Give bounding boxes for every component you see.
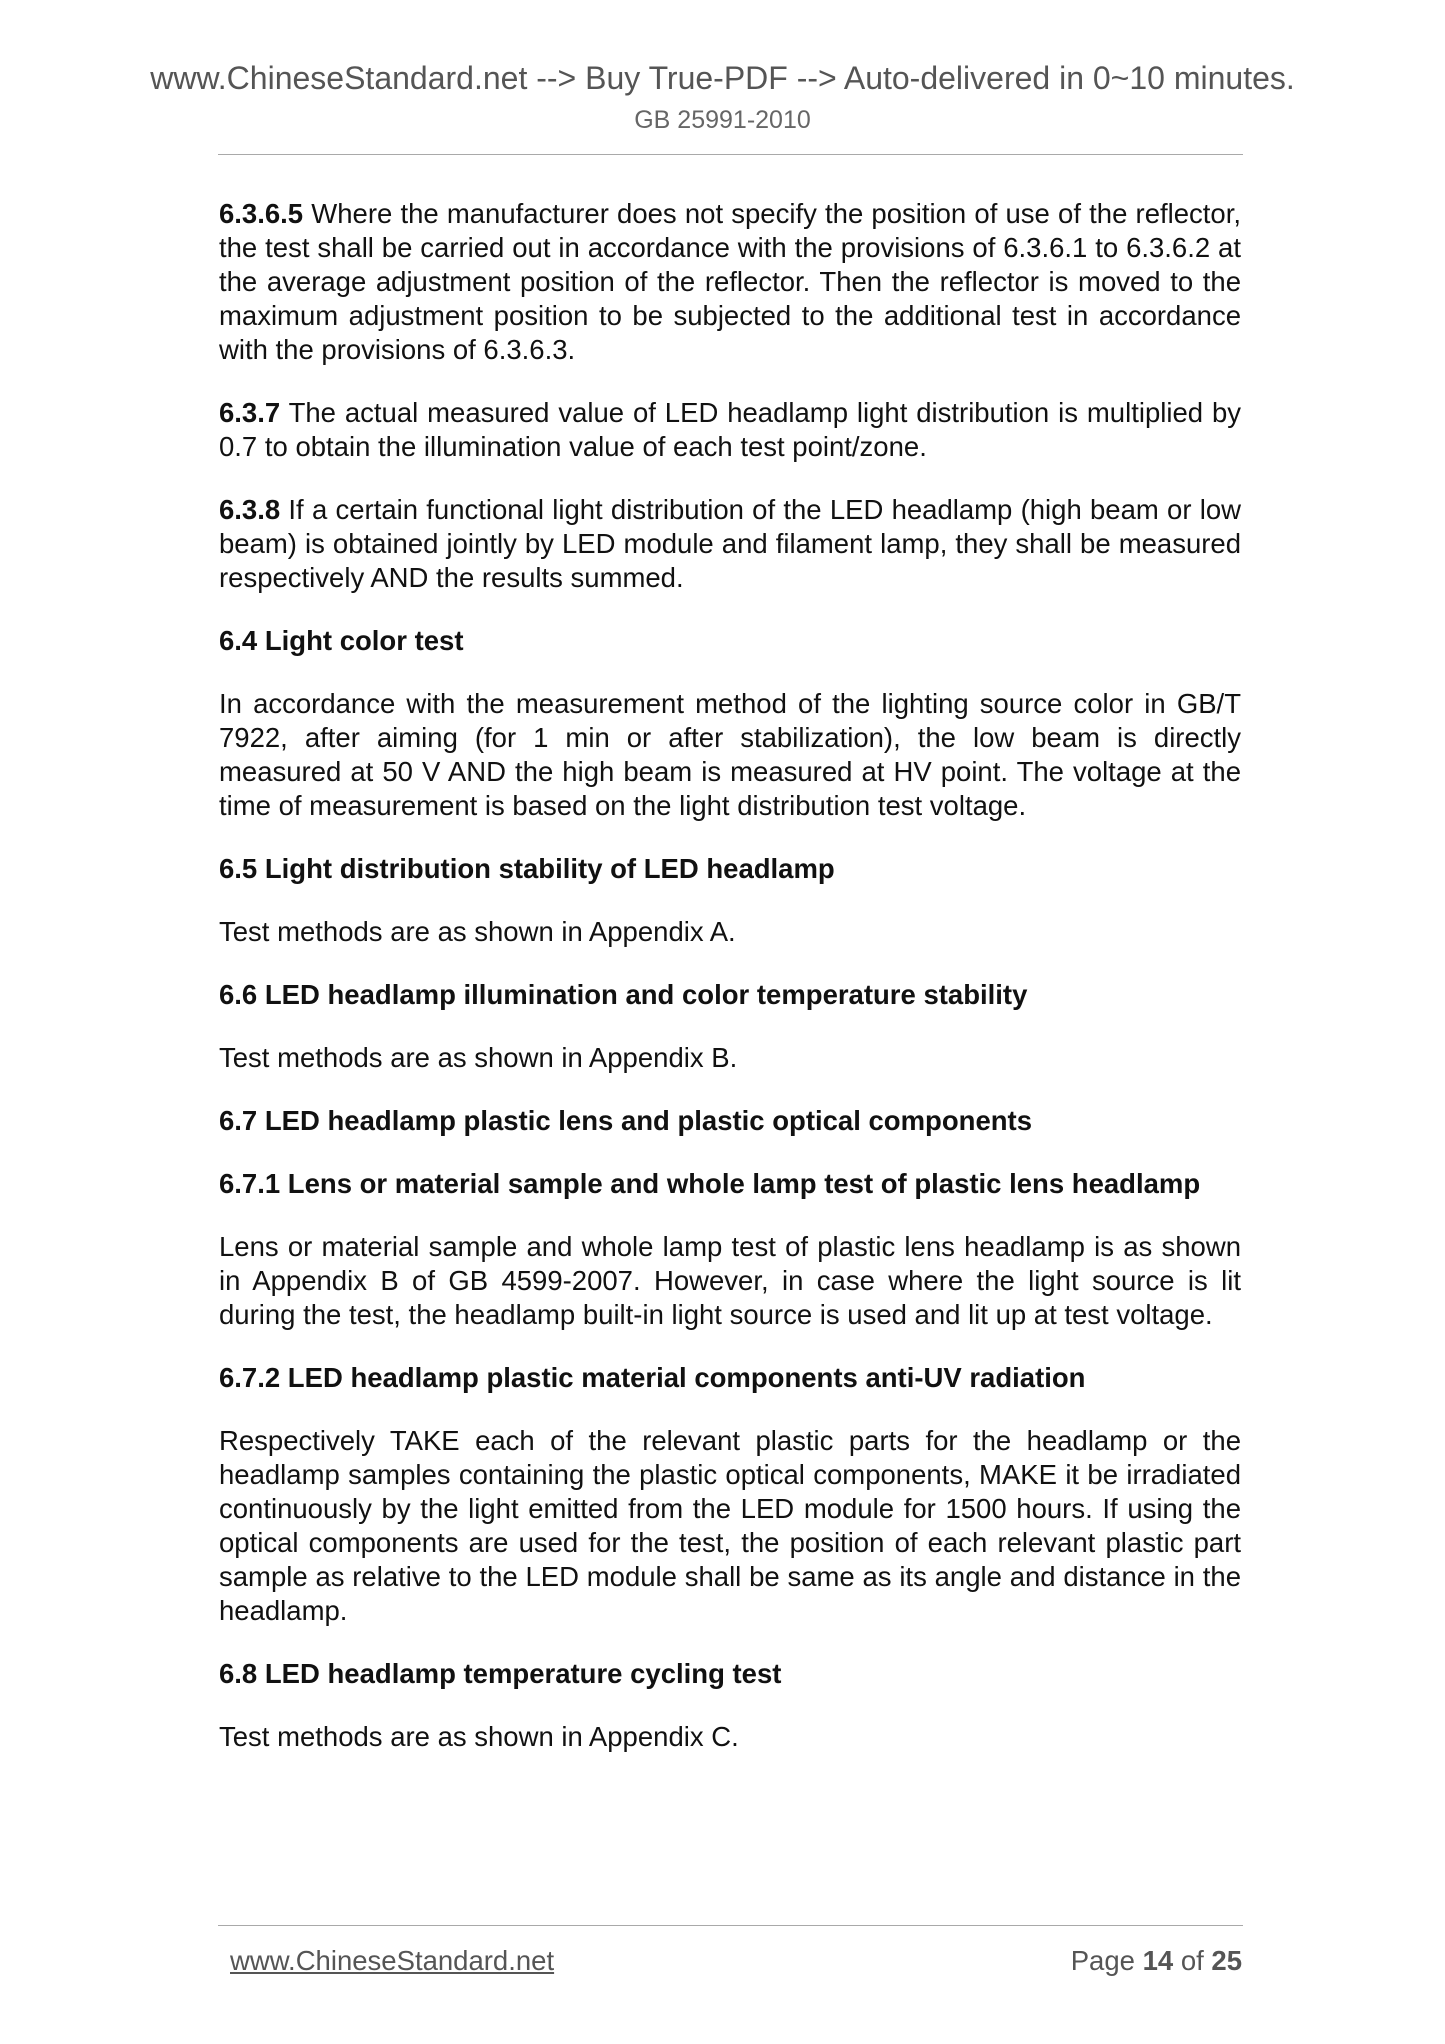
header-divider — [218, 154, 1243, 155]
heading-6-7-2: 6.7.2 LED headlamp plastic material components anti-UV radiation — [219, 1362, 1086, 1393]
clause-6-3-7 — [219, 396, 1241, 464]
clause-number: 6.3.6.5 — [219, 198, 304, 229]
clause-6-3-6-5 — [219, 197, 1241, 367]
page-current: 14 — [1142, 1945, 1174, 1976]
heading-6-7-1: 6.7.1 Lens or material sample and whole lamp test of plastic lens headlamp — [219, 1168, 1201, 1199]
heading-6-4: 6.4 Light color test — [219, 625, 464, 656]
standard-number: GB 25991-2010 — [634, 106, 811, 134]
clause-text: If a certain functional light distribution of the LED headlamp (high beam or low beam) is obtained jointly by LED module and filament lamp, they shall be measured respectively AND the results summed. — [219, 494, 1241, 593]
clause-number: 6.3.7 — [219, 397, 281, 428]
page-prefix: Page — [1070, 1945, 1143, 1976]
clause-number: 6.3.8 — [219, 494, 281, 525]
footer-website-link[interactable]: www.ChineseStandard.net — [230, 1945, 555, 1976]
paragraph-6-7-1: Lens or material sample and whole lamp test of plastic lens headlamp is as shown in Appendix B of GB 4599-2007. However, in case where the light source is lit during the test, the headlamp built-in light source is used and lit up at test voltage. — [219, 1231, 1241, 1330]
paragraph-6-6: Test methods are as shown in Appendix B. — [219, 1042, 738, 1073]
page-of: of — [1173, 1945, 1212, 1976]
paragraph-6-8: Test methods are as shown in Appendix C. — [219, 1721, 739, 1752]
footer-divider — [218, 1925, 1243, 1926]
heading-6-5: 6.5 Light distribution stability of LED headlamp — [219, 853, 835, 884]
clause-text: The actual measured value of LED headlamp light distribution is multiplied by 0.7 to obtain the illumination value of each test point/zone. — [219, 397, 1241, 462]
heading-6-7: 6.7 LED headlamp plastic lens and plastic optical components — [219, 1105, 1032, 1136]
heading-6-6: 6.6 LED headlamp illumination and color temperature stability — [219, 979, 1028, 1010]
paragraph-6-7-2: Respectively TAKE each of the relevant plastic parts for the headlamp or the headlamp samples containing the plastic optical components, MAKE it be irradiated continuously by the light emitted from the LED module for 1500 hours. If using the optical components are used for the test, the position of each relevant plastic part sample as relative to the LED module shall be same as its angle and distance in the headlamp. — [219, 1425, 1241, 1626]
clause-6-3-8 — [219, 493, 1241, 595]
heading-6-8: 6.8 LED headlamp temperature cycling test — [219, 1658, 782, 1689]
page-number — [1071, 1944, 1242, 1978]
document-body — [219, 197, 1241, 1783]
paragraph-6-4: In accordance with the measurement method of the lighting source color in GB/T 7922, after aiming (for 1 min or after stabilization), the low beam is directly measured at 50 V AND the high beam is measured at HV point. The voltage at the time of measurement is based on the light distribution test voltage. — [219, 688, 1241, 821]
paragraph-6-5: Test methods are as shown in Appendix A. — [219, 916, 736, 947]
header-banner: www.ChineseStandard.net --> Buy True-PDF --> Auto-delivered in 0~10 minutes. — [150, 60, 1295, 96]
clause-text: Where the manufacturer does not specify the position of use of the reflector, the test shall be carried out in accordance with the provisions of 6.3.6.1 to 6.3.6.2 at the average adjustment position of the reflector. Then the reflector is moved to the maximum adjustment position to be subjected to the additional test in accordance with the provisions of 6.3.6.3. — [219, 198, 1241, 365]
page-total: 25 — [1211, 1945, 1242, 1976]
